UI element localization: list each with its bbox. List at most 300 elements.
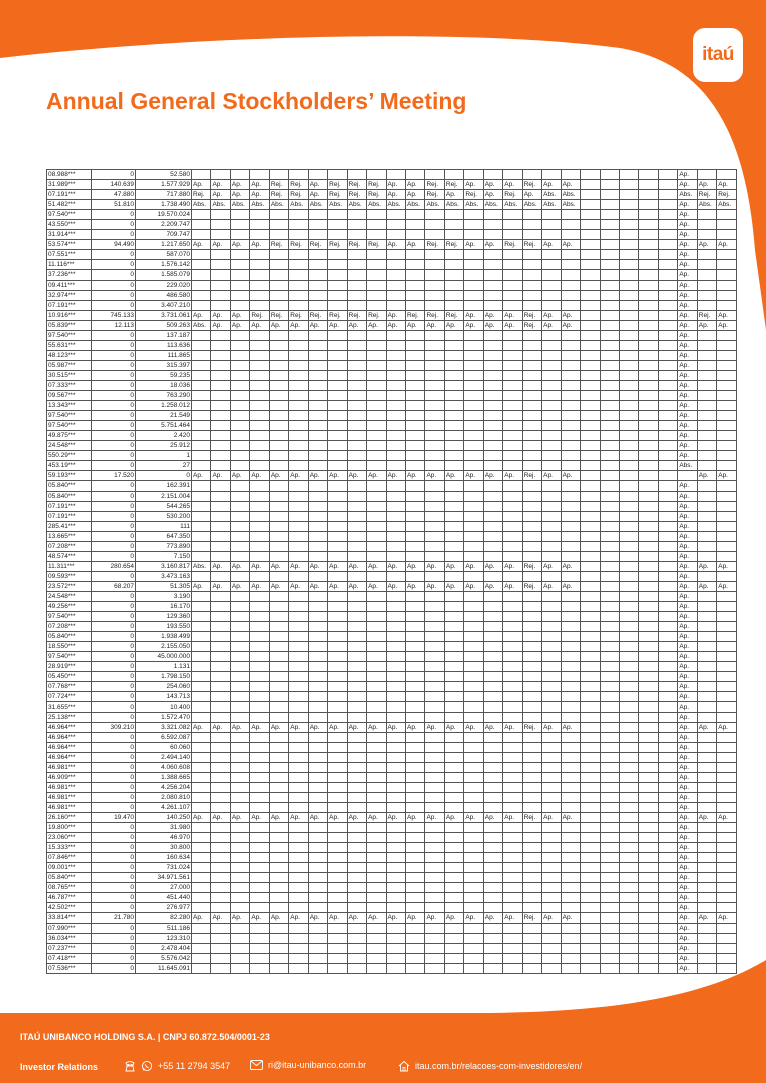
vote-cell (542, 692, 561, 702)
table-row (47, 270, 737, 280)
table-row (47, 652, 737, 662)
vote-cell (405, 451, 424, 461)
vote-cell (444, 963, 463, 973)
vote-cell (405, 923, 424, 933)
vote-cell (639, 873, 658, 883)
vote-cell (425, 340, 444, 350)
vote-cell: Ap. (483, 722, 502, 732)
vote-cell (503, 853, 522, 863)
vote-cell (600, 772, 619, 782)
share-count-cell: 0 (92, 591, 136, 601)
vote-cell (289, 752, 308, 762)
vote-cell (464, 491, 483, 501)
vote-cell (483, 170, 502, 180)
vote-cell (600, 531, 619, 541)
vote-cell: Ap. (405, 561, 424, 571)
vote-cell: Ap. (678, 913, 697, 923)
share-count-cell: 140.639 (92, 180, 136, 190)
vote-cell (600, 310, 619, 320)
vote-cell: Ap. (542, 471, 561, 481)
investor-relations-label: Investor Relations (20, 1062, 99, 1072)
vote-cell (425, 662, 444, 672)
vote-cell (658, 551, 677, 561)
share-count-cell: 731.024 (136, 863, 192, 873)
share-count-cell: 0 (92, 421, 136, 431)
email-contact[interactable] (250, 1060, 366, 1070)
vote-cell (444, 551, 463, 561)
vote-cell (230, 350, 249, 360)
vote-cell (503, 742, 522, 752)
vote-cell (405, 963, 424, 973)
vote-cell: Ap. (308, 180, 327, 190)
vote-cell (717, 360, 736, 370)
shareholder-id-cell: 11.311*** (47, 561, 92, 571)
table-row (47, 451, 737, 461)
vote-cell (347, 250, 366, 260)
vote-cell: Ap. (678, 933, 697, 943)
vote-cell (444, 833, 463, 843)
vote-cell (289, 350, 308, 360)
vote-cell (503, 732, 522, 742)
vote-cell (386, 802, 405, 812)
vote-cell (328, 481, 347, 491)
vote-cell (386, 391, 405, 401)
vote-cell (328, 290, 347, 300)
vote-cell (211, 833, 230, 843)
vote-cell (444, 662, 463, 672)
vote-cell (192, 481, 211, 491)
vote-cell (230, 270, 249, 280)
vote-cell (367, 602, 386, 612)
vote-cell (347, 853, 366, 863)
vote-cell (717, 923, 736, 933)
vote-cell (522, 622, 541, 632)
vote-cell (658, 843, 677, 853)
vote-cell (639, 883, 658, 893)
vote-cell (328, 622, 347, 632)
vote-cell (230, 642, 249, 652)
vote-cell (211, 521, 230, 531)
table-row (47, 762, 737, 772)
vote-cell (230, 833, 249, 843)
vote-cell: Ap. (192, 722, 211, 732)
vote-cell: Ap. (425, 320, 444, 330)
vote-cell (308, 652, 327, 662)
vote-cell (561, 823, 580, 833)
vote-cell: Ap. (425, 913, 444, 923)
vote-cell (192, 541, 211, 551)
vote-cell (581, 732, 600, 742)
vote-cell (444, 451, 463, 461)
vote-cell (328, 411, 347, 421)
vote-cell (503, 481, 522, 491)
vote-cell (619, 853, 638, 863)
vote-cell (600, 541, 619, 551)
vote-cell: Ap. (347, 471, 366, 481)
vote-cell (367, 702, 386, 712)
vote-cell (717, 350, 736, 360)
vote-cell (503, 893, 522, 903)
vote-cell (269, 280, 288, 290)
vote-cell (230, 843, 249, 853)
vote-cell (386, 873, 405, 883)
vote-cell (308, 350, 327, 360)
shareholder-id-cell: 07.191*** (47, 190, 92, 200)
vote-cell (619, 340, 638, 350)
vote-cell (230, 893, 249, 903)
vote-cell (542, 873, 561, 883)
vote-cell (347, 702, 366, 712)
vote-cell: Rej. (289, 190, 308, 200)
table-row (47, 541, 737, 551)
vote-cell: Ap. (269, 320, 288, 330)
vote-cell (444, 170, 463, 180)
vote-cell (522, 501, 541, 511)
vote-cell (717, 330, 736, 340)
vote-cell (269, 883, 288, 893)
vote-cell (658, 330, 677, 340)
vote-cell (405, 350, 424, 360)
shareholder-id-cell: 24.548*** (47, 441, 92, 451)
vote-cell (289, 873, 308, 883)
vote-cell (250, 652, 269, 662)
vote-cell (367, 350, 386, 360)
vote-cell (697, 873, 716, 883)
vote-cell (269, 642, 288, 652)
vote-cell (444, 752, 463, 762)
vote-cell (289, 652, 308, 662)
share-count-cell: 0 (92, 571, 136, 581)
vote-cell (250, 431, 269, 441)
vote-cell (347, 652, 366, 662)
phone-contact[interactable] (124, 1060, 230, 1072)
vote-cell (192, 953, 211, 963)
vote-cell (289, 441, 308, 451)
vote-cell (347, 883, 366, 893)
share-count-cell: 1.576.142 (136, 260, 192, 270)
vote-cell (503, 943, 522, 953)
vote-cell (386, 220, 405, 230)
vote-cell (269, 431, 288, 441)
vote-cell (639, 340, 658, 350)
vote-cell (250, 170, 269, 180)
vote-cell (269, 210, 288, 220)
vote-cell (425, 461, 444, 471)
shareholder-id-cell: 31.655*** (47, 702, 92, 712)
vote-cell (542, 682, 561, 692)
vote-cell (405, 692, 424, 702)
share-count-cell: 68.207 (92, 581, 136, 591)
vote-cell (464, 672, 483, 682)
table-row (47, 953, 737, 963)
vote-cell (328, 802, 347, 812)
vote-cell: Ap. (697, 722, 716, 732)
shareholder-id-cell: 25.138*** (47, 712, 92, 722)
vote-cell (444, 350, 463, 360)
vote-cell: Ap. (230, 310, 249, 320)
vote-cell (717, 782, 736, 792)
vote-cell (483, 380, 502, 390)
vote-cell (289, 330, 308, 340)
vote-cell (192, 380, 211, 390)
vote-cell (619, 863, 638, 873)
vote-cell (639, 210, 658, 220)
vote-cell (717, 863, 736, 873)
vote-cell (522, 873, 541, 883)
vote-cell: Rej. (697, 310, 716, 320)
table-row (47, 682, 737, 692)
vote-cell (581, 561, 600, 571)
vote-cell (308, 300, 327, 310)
vote-cell (211, 441, 230, 451)
vote-cell (697, 843, 716, 853)
vote-cell (347, 602, 366, 612)
vote-cell (328, 843, 347, 853)
vote-cell (639, 541, 658, 551)
vote-cell (367, 943, 386, 953)
vote-cell (464, 461, 483, 471)
vote-cell (697, 380, 716, 390)
vote-cell (561, 330, 580, 340)
vote-cell (483, 451, 502, 461)
vote-cell (192, 431, 211, 441)
vote-cell (483, 541, 502, 551)
vote-cell (386, 260, 405, 270)
share-count-cell: 0 (92, 360, 136, 370)
vote-cell (600, 451, 619, 461)
table-row (47, 853, 737, 863)
vote-cell (503, 511, 522, 521)
vote-cell (367, 732, 386, 742)
vote-cell (269, 461, 288, 471)
vote-cell (581, 813, 600, 823)
vote-cell: Ap. (250, 240, 269, 250)
share-count-cell: 0 (92, 772, 136, 782)
vote-cell (308, 401, 327, 411)
vote-cell (697, 290, 716, 300)
vote-cell (386, 491, 405, 501)
vote-cell (289, 963, 308, 973)
vote-cell (464, 260, 483, 270)
website-link[interactable] (398, 1060, 582, 1072)
vote-cell (269, 602, 288, 612)
vote-cell (289, 481, 308, 491)
vote-cell (581, 772, 600, 782)
vote-cell: Ap. (192, 310, 211, 320)
vote-cell (464, 380, 483, 390)
vote-cell (347, 571, 366, 581)
vote-cell (639, 923, 658, 933)
vote-cell (405, 340, 424, 350)
vote-cell: Abs. (444, 200, 463, 210)
shareholder-id-cell: 07.724*** (47, 692, 92, 702)
vote-cell (367, 652, 386, 662)
vote-cell: Abs. (192, 320, 211, 330)
vote-cell (367, 461, 386, 471)
vote-cell (619, 461, 638, 471)
vote-cell: Rej. (347, 190, 366, 200)
vote-cell (269, 360, 288, 370)
vote-cell: Ap. (211, 240, 230, 250)
vote-cell (250, 903, 269, 913)
vote-cell: Ap. (444, 722, 463, 732)
vote-cell (542, 792, 561, 802)
share-count-cell: 0 (92, 340, 136, 350)
vote-cell: Ap. (289, 561, 308, 571)
vote-cell (542, 431, 561, 441)
vote-cell (386, 431, 405, 441)
vote-cell (367, 642, 386, 652)
vote-cell: Ap. (386, 813, 405, 823)
vote-cell (211, 732, 230, 742)
vote-cell (347, 491, 366, 501)
vote-cell (289, 250, 308, 260)
vote-cell (619, 893, 638, 903)
vote-cell (192, 391, 211, 401)
vote-cell (483, 963, 502, 973)
vote-cell (522, 511, 541, 521)
vote-cell (328, 401, 347, 411)
vote-cell (464, 591, 483, 601)
vote-cell (464, 823, 483, 833)
vote-cell (347, 330, 366, 340)
vote-cell (425, 401, 444, 411)
share-count-cell: 0 (92, 933, 136, 943)
vote-cell (367, 672, 386, 682)
shareholder-id-cell: 18.550*** (47, 642, 92, 652)
vote-cell (619, 260, 638, 270)
vote-cell: Ap. (347, 561, 366, 571)
vote-cell (444, 380, 463, 390)
vote-cell (308, 782, 327, 792)
vote-cell (561, 391, 580, 401)
vote-cell: Ap. (678, 511, 697, 521)
vote-cell (542, 672, 561, 682)
vote-cell (386, 511, 405, 521)
vote-cell (425, 833, 444, 843)
vote-cell (230, 230, 249, 240)
vote-cell (600, 521, 619, 531)
shareholder-id-cell: 37.236*** (47, 270, 92, 280)
vote-cell (561, 250, 580, 260)
vote-cell (522, 591, 541, 601)
vote-cell (581, 622, 600, 632)
vote-cell (561, 642, 580, 652)
vote-cell: Abs. (405, 200, 424, 210)
vote-cell (405, 230, 424, 240)
vote-cell (367, 411, 386, 421)
vote-cell (522, 712, 541, 722)
vote-cell (697, 742, 716, 752)
vote-cell (211, 662, 230, 672)
vote-cell (230, 792, 249, 802)
vote-cell (561, 742, 580, 752)
vote-cell (581, 612, 600, 622)
vote-cell (542, 531, 561, 541)
vote-cell (425, 391, 444, 401)
vote-cell: Ap. (483, 581, 502, 591)
vote-cell (581, 511, 600, 521)
vote-cell (600, 632, 619, 642)
vote-cell (561, 963, 580, 973)
vote-cell (230, 632, 249, 642)
vote-cell (250, 441, 269, 451)
vote-cell (600, 802, 619, 812)
vote-cell: Ap. (678, 501, 697, 511)
vote-cell (386, 612, 405, 622)
vote-cell (405, 772, 424, 782)
vote-cell: Ap. (561, 320, 580, 330)
vote-cell (581, 923, 600, 933)
vote-cell (367, 933, 386, 943)
vote-cell (211, 802, 230, 812)
vote-cell (230, 943, 249, 953)
vote-cell (658, 581, 677, 591)
vote-cell (367, 330, 386, 340)
vote-cell (561, 943, 580, 953)
vote-cell (230, 682, 249, 692)
vote-cell (386, 380, 405, 390)
share-count-cell: 5.576.042 (136, 953, 192, 963)
table-row (47, 712, 737, 722)
vote-cell (619, 551, 638, 561)
vote-cell (250, 682, 269, 692)
shareholder-id-cell: 07.418*** (47, 953, 92, 963)
vote-cell (717, 531, 736, 541)
vote-cell (347, 712, 366, 722)
vote-cell (308, 280, 327, 290)
vote-cell: Ap. (405, 471, 424, 481)
vote-cell (425, 883, 444, 893)
vote-cell (717, 692, 736, 702)
vote-cell: Ap. (328, 471, 347, 481)
vote-cell (639, 200, 658, 210)
vote-cell (522, 451, 541, 461)
vote-cell: Ap. (230, 240, 249, 250)
vote-cell (444, 210, 463, 220)
vote-cell: Ap. (503, 913, 522, 923)
vote-cell (581, 300, 600, 310)
vote-cell (367, 632, 386, 642)
vote-cell (211, 602, 230, 612)
vote-cell (697, 903, 716, 913)
vote-cell (328, 782, 347, 792)
vote-cell: Ap. (678, 692, 697, 702)
vote-cell (192, 370, 211, 380)
vote-cell (347, 742, 366, 752)
vote-cell (386, 280, 405, 290)
vote-cell (347, 692, 366, 702)
table-row (47, 602, 737, 612)
vote-cell (717, 732, 736, 742)
vote-cell (328, 632, 347, 642)
shareholder-id-cell: 11.116*** (47, 260, 92, 270)
vote-cell (522, 340, 541, 350)
vote-cell (600, 742, 619, 752)
vote-cell (658, 310, 677, 320)
vote-cell (561, 511, 580, 521)
shareholder-id-cell: 05.839*** (47, 320, 92, 330)
vote-cell (347, 843, 366, 853)
vote-cell (308, 431, 327, 441)
vote-cell (386, 451, 405, 461)
vote-cell (697, 260, 716, 270)
vote-cell (192, 270, 211, 280)
vote-cell (367, 360, 386, 370)
vote-cell (658, 190, 677, 200)
table-row (47, 792, 737, 802)
vote-cell (211, 220, 230, 230)
